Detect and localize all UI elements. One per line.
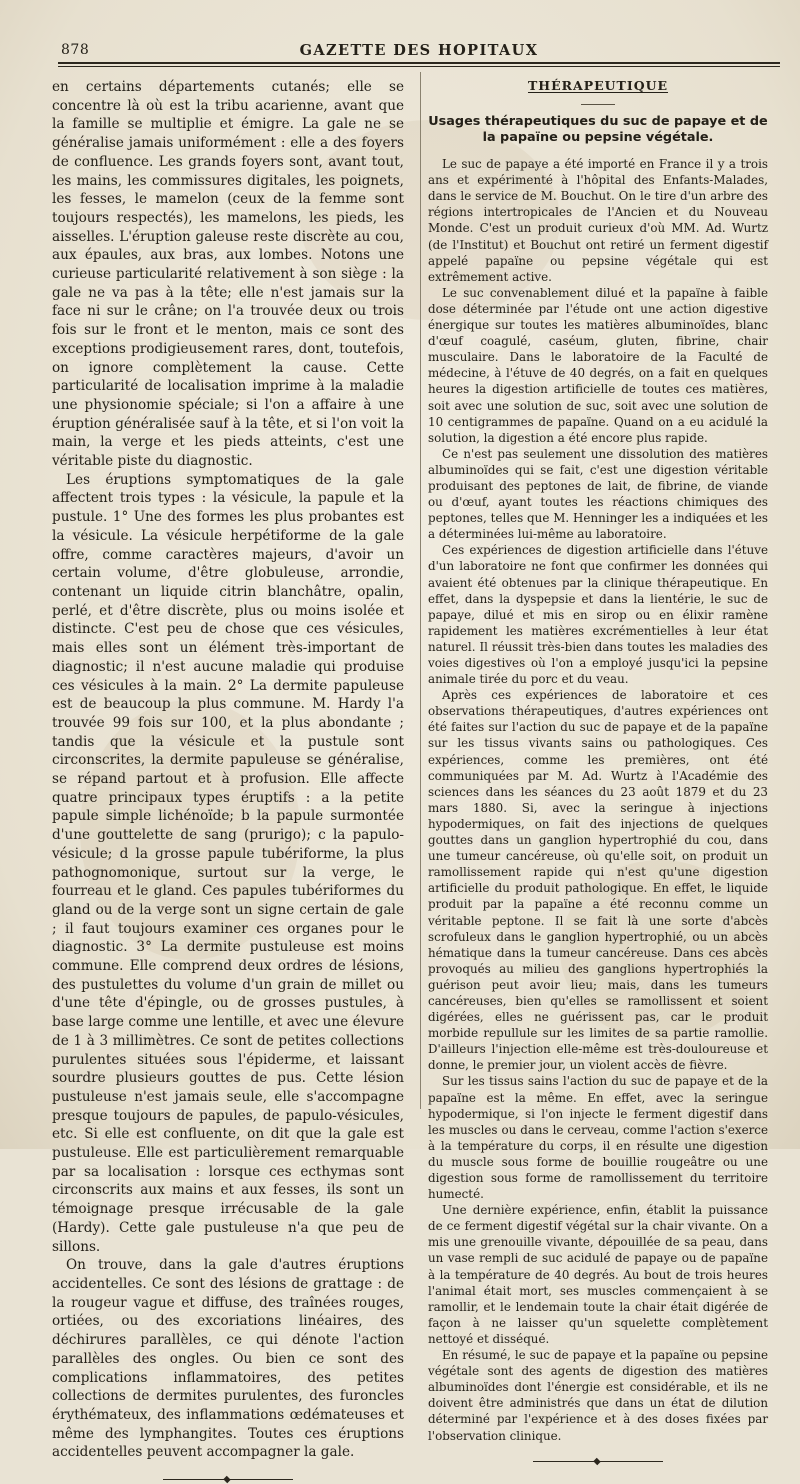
- paragraph: Sur les tissus sains l'action du suc de papaye et de la papaïne est la même. En effet, avec la seringue hypodermique, si l'on injecte le ferment digestif dans les muscles ou dans le cerveau, comme l'action s'exerce à la température du corps, il en résulte une digestion du muscle sous forme de bouillie rougeâtre ou une digestion sous forme de ramollissement du territoire humecté.: [428, 1074, 768, 1202]
- paragraph: Après ces expériences de laboratoire et ces observations thérapeutiques, d'autres expériences ont été faites sur l'action du suc de papaye et de la papaïne sur les tissus vivants sains ou pathologiques. Ces expériences, comme les premières, ont été communiquées par M. Ad. Wurtz à l'Académie des sciences dans les séances du 23 août 1879 et du 23 mars 1880. Si, avec la seringue à injections hypodermiques, on fait des injections de quelques gouttes dans un ganglion hypertrophié du cou, dans une tumeur cancéreuse, où qu'elle soit, on produit un ramollissement rapide qui n'est qu'une digestion artificielle du produit pathologique. En effet, le liquide produit par la papaïne a été reconnu comme un véritable peptone. Il se fait là une sorte d'abcès scrofuleux dans le ganglion hypertrophié, ou un abcès hématique dans la tumeur cancéreuse. Dans ces abcès provoqués au milieu des ganglions hypertrophiés la guérison peut avoir lieu; mais, dans les tumeurs cancéreuses, bien qu'elles se ramollissent et soient digérées, elles ne guérissent pas, car le produit morbide repullule sur les limites de sa partie ramollie. D'ailleurs l'injection elle-même est très-douloureuse et donne, le premier jour, un violent accès de fièvre.: [428, 688, 768, 1073]
- header-rule: [58, 62, 780, 67]
- short-rule: [581, 104, 615, 105]
- paragraph: On trouve, dans la gale d'autres éruptions accidentelles. Ce sont des lésions de grattage : de la rougeur vague et diffuse, des traînées rouges, ortiées, ou des excoriations linéaires, des déchirures parallèles, ce qui dénote l'action parallèles des ongles. Ou bien ce sont des complications inflammatoires, des petites collections de dermites purulentes, des furoncles érythémateux, des inflammations œdémateuses et même des lymphangites. Toutes ces éruptions accidentelles peuvent accompagner la gale.: [52, 1257, 404, 1461]
- paragraph: Une dernière expérience, enfin, établit la puissance de ce ferment digestif végétal sur la chair vivante. On a mis une grenouille vivante, dépouillée de sa peau, dans un vase rempli de suc acidulé de papaye ou de papaïne à la température de 40 degrés. Au bout de trois heures l'animal était mort, ses muscles commençaient à se ramollir, et le lendemain toute la chair était digérée de façon à ne laisser qu'un squelette complètement nettoyé et disséqué.: [428, 1203, 768, 1346]
- end-of-article-rule: [163, 1476, 293, 1484]
- paragraph: Le suc convenablement dilué et la papaïne à faible dose déterminée par l'étude ont une action digestive énergique sur toutes les matières albuminoïdes, blanc d'œuf coagulé, caséum, gluten, fibrine, chair musculaire. Dans le laboratoire de la Faculté de médecine, à l'étuve de 40 degrés, on a fait en quelques heures la digestion artificielle de toutes ces matières, soit avec une solution de suc, soit avec une solution de 10 centigrammes de papaïne. Quand on a eu acidulé la solution, la digestion a été encore plus rapide.: [428, 285, 768, 445]
- end-of-article-rule: [533, 1458, 663, 1466]
- page-number: 878: [61, 42, 90, 58]
- paragraph: En résumé, le suc de papaye et la papaïne ou pepsine végétale sont des agents de digestion des matières albuminoïdes dont l'énergie est considérable, et ils ne doivent être administrés que dans un état de dilution déterminé par l'expérience et à des doses fixées par l'observation clinique.: [428, 1348, 768, 1443]
- paragraph: Ces expériences de digestion artificielle dans l'étuve d'un laboratoire ne font que confirmer les données qui avaient été obtenues par la clinique thérapeutique. En effet, dans la dyspepsie et dans la lientérie, le suc de papaye, dilué et mis en sirop ou en élixir ramène rapidement les matières excrémentielles à leur état naturel. Il réussit très-bien dans toutes les maladies des voies digestives où l'on a employé jusqu'ici la pepsine animale tirée du porc et du veau.: [428, 543, 768, 687]
- left-column: [52, 78, 404, 1461]
- journal-title: GAZETTE DES HOPITAUX: [299, 42, 539, 59]
- paragraph: Le suc de papaye a été importé en France il y a trois ans et expérimenté à l'hôpital des Enfants-Malades, dans le service de M. Bouchut. On le tire d'un arbre des régions intertropicales de l'Ancien et du Nouveau Monde. C'est un produit curieux d'où MM. Ad. Wurtz (de l'Institut) et Bouchut ont retiré un ferment digestif appelé papaïne ou pepsine végétale qui est extrêmement active.: [428, 157, 768, 284]
- paragraph: Les éruptions symptomatiques de la gale affectent trois types : la vésicule, la papule et la pustule. 1° Une des formes les plus probantes est la vésicule. La vésicule herpétiforme de la gale offre, comme caractères majeurs, d'avoir un certain volume, d'être globuleuse, arrondie, contenant un liquide citrin blanchâtre, opalin, perlé, et d'être discrète, plus ou moins isolée et distincte. C'est peu de chose que ces vésicules, mais elles sont un élément très-important de diagnostic; il n'est aucune maladie qui produise ces vésicules à la main. 2° La dermite papuleuse est de beaucoup la plus commune. M. Hardy l'a trouvée 99 fois sur 100, et la plus abondante ; tandis que la vésicule et la pustule sont circonscrites, la dermite papuleuse se généralise, se répand partout et à profusion. Elle affecte quatre principaux types éruptifs : a la petite papule simple lichénoïde; b la papule surmontée d'une gouttelette de sang (prurigo); c la papulo-vésicule; d la grosse papule tubériforme, la plus pathognomonique, surtout sur la verge, le fourreau et le gland. Ces papules tubériformes du gland ou de la verge sont un signe certain de gale ; il faut toujours examiner ces organes pour le diagnostic. 3° La dermite pustuleuse est moins commune. Elle comprend deux ordres de lésions, des pustulettes du volume d'un grain de millet ou d'une tête d'épingle, ou de grosses pustules, à base large comme une lentille, et avec une élevure de 1 à 3 millimètres. Ce sont de petites collections purulentes situées sous l'épiderme, et laissant sourdre plusieurs gouttes de pus. Cette lésion pustuleuse n'est jamais seule, elle s'accompagne presque toujours de papules, de papulo-vésicules, etc. Si elle est confluente, on dit que la gale est pustuleuse. Elle est particulièrement remarquable par sa localisation : lorsque ces ecthymas sont circonscrits aux mains et aux fesses, ils sont un témoignage presque irrécusable de la gale (Hardy). Cette gale pustuleuse n'a que peu de sillons.: [52, 471, 404, 1255]
- section-title: THÉRAPEUTIQUE: [527, 78, 669, 93]
- article-title: Usages thérapeutiques du suc de papaye et de la papaïne ou pepsine végétale.: [428, 114, 768, 146]
- right-column: [428, 78, 768, 1443]
- column-divider: [420, 72, 421, 1109]
- paragraph: Ce n'est pas seulement une dissolution des matières albuminoïdes qui se fait, c'est une digestion véritable produisant des peptones de lait, de fibrine, de viande ou d'œuf, ayant toutes les réactions chimiques des peptones, telles que M. Henninger les a indiquées et les a déterminées lui-même au laboratoire.: [428, 446, 768, 542]
- paragraph: en certains départements cutanés; elle se concentre là où est la tribu acarienne, avant que la famille se multiplie et émigre. La gale ne se généralise jamais uniformément : elle a des foyers de confluence. Les grands foyers sont, avant tout, les mains, les commissures digitales, les poignets, les fesses, le mamelon (ceux de la femme sont toujours respectés), les mamelons, les pieds, les aisselles. L'éruption galeuse reste discrète au cou, aux épaules, aux bras, aux lombes. Notons une curieuse particularité relativement à son siège : la gale ne va pas à la tête; elle n'est jamais sur la face ni sur le crâne; on l'a trouvée deux ou trois fois sur le front et le menton, mais ce sont des exceptions prodigieusement rares, dont, toutefois, on ignore complètement la cause. Cette particularité de localisation imprime à la maladie une physionomie spéciale; si l'on a affaire à une éruption généralisée sauf à la tête, et si l'on voit la main, la verge et les pieds atteints, c'est une véritable piste du diagnostic.: [52, 79, 404, 470]
